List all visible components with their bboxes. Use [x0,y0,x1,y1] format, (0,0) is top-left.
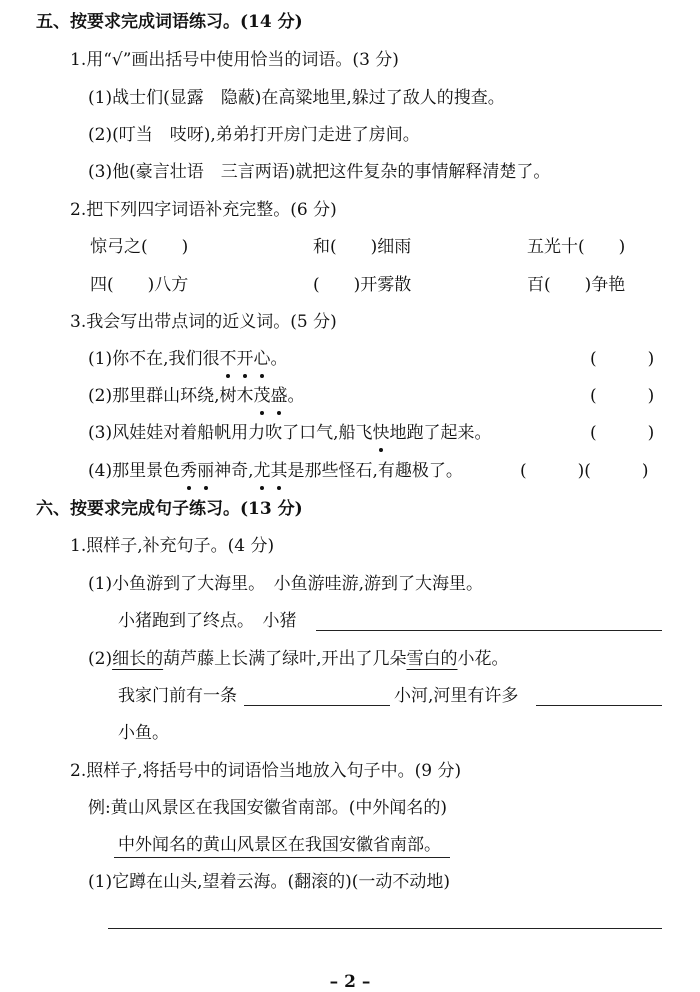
q3-item-1: (1)你不在,我们很不开心。 [88,349,288,369]
answer-paren-2[interactable]: ( ) [590,386,655,406]
idiom-5: ( )开雾散 [313,275,412,295]
answer-paren-3[interactable]: ( ) [590,423,655,443]
q3-title: 3.我会写出带点词的近义词。(5 分) [70,312,337,332]
idiom-1: 惊弓之( ) [90,237,189,257]
s6-q1-task-1: 小猪跑到了终点。 小猪 [118,611,297,631]
s6-q2-item-1: (1)它蹲在山头,望着云海。(翻滚的)(一动不动地) [88,872,451,892]
q2-title: 2.把下列四字词语补充完整。(6 分) [70,200,337,220]
q1-item-3: (3)他(豪言壮语 三言两语)就把这件复杂的事情解释清楚了。 [88,162,551,182]
q3-item-4: (4)那里景色秀丽神奇,尤其是那些怪石,有趣极了。 [88,461,463,481]
page-number: – 2 – [329,972,371,992]
q1-item-2: (2)(叮当 吱呀),弟弟打开房门走进了房间。 [88,125,420,145]
answer-underline [114,857,450,858]
s6-q2-answer: 中外闻名的黄山风景区在我国安徽省南部。 [118,835,441,855]
s6-q1-title: 1.照样子,补充句子。(4 分) [70,536,275,556]
s6-q2-title: 2.照样子,将括号中的词语恰当地放入句子中。(9 分) [70,761,462,781]
s6-q1-task-2c: 小鱼。 [118,723,169,743]
q1-item-1: (1)战士们(显露 隐蔽)在高粱地里,躲过了敌人的搜查。 [88,88,505,108]
section-6-title: 六、按要求完成句子练习。(13 分) [36,499,303,519]
q3-item-3: (3)风娃娃对着船帆用力吹了口气,船飞快地跑了起来。 [88,423,492,443]
s6-q1-example-2: (2)细长的葫芦藤上长满了绿叶,开出了几朵雪白的小花。 [88,649,509,669]
answer-paren-1[interactable]: ( ) [590,349,655,369]
s6-q1-example-1: (1)小鱼游到了大海里。 小鱼游哇游,游到了大海里。 [88,574,483,594]
underlined-word-2: 雪白的 [406,649,458,669]
idiom-3: 五光十( ) [527,237,626,257]
s6-q2-example: 例:黄山风景区在我国安徽省南部。(中外闻名的) [88,798,447,818]
section-5-title: 五、按要求完成词语练习。(14 分) [36,12,303,32]
idiom-6: 百( )争艳 [527,275,626,295]
underlined-word-1: 细长的 [112,649,164,669]
s6-q1-task-2a: 我家门前有一条 [118,686,237,706]
answer-line-1[interactable] [316,630,662,631]
s6-q1-task-2b: 小河,河里有许多 [394,686,519,706]
idiom-4: 四( )八方 [90,275,189,295]
answer-paren-4[interactable]: ( )( ) [520,461,649,481]
q1-title: 1.用“√”画出括号中使用恰当的词语。(3 分) [70,50,399,70]
answer-line-4[interactable] [108,928,662,929]
q3-item-2: (2)那里群山环绕,树木茂盛。 [88,386,305,406]
answer-line-2[interactable] [244,705,390,706]
answer-line-3[interactable] [536,705,662,706]
idiom-2: 和( )细雨 [313,237,412,257]
